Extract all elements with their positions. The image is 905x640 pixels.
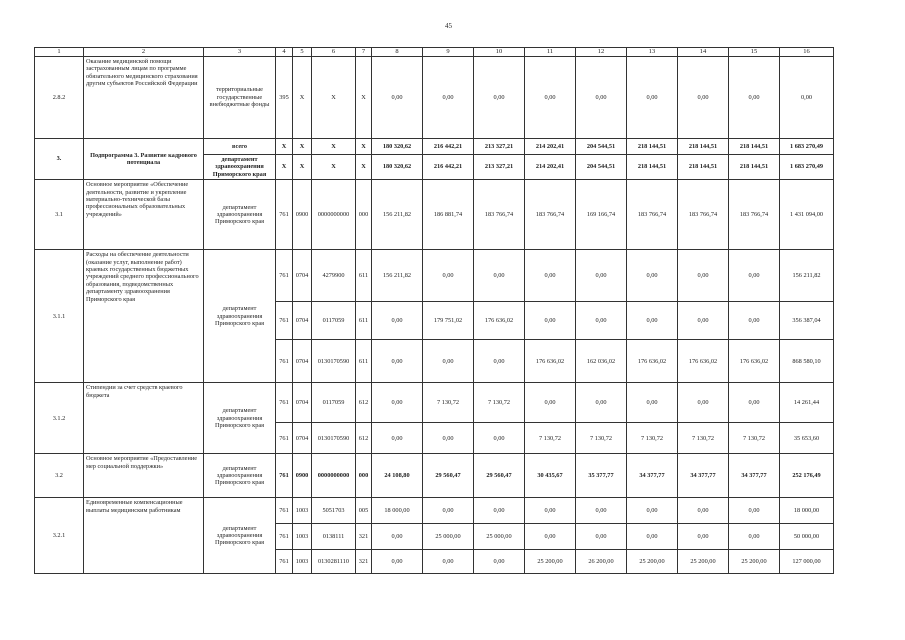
value-year: 25 200,00 xyxy=(627,550,678,574)
code-expense-type: 321 xyxy=(356,550,372,574)
value-year: 0,00 xyxy=(729,57,780,139)
value-year: 0,00 xyxy=(627,57,678,139)
value-year: 0,00 xyxy=(525,302,576,340)
row-number: 3.1 xyxy=(35,180,84,250)
value-year: 25 000,00 xyxy=(474,524,525,550)
code-glavny: 761 xyxy=(276,250,293,302)
value-year: 216 442,21 xyxy=(423,155,474,180)
code-article: Х xyxy=(312,139,356,155)
code-section: 0900 xyxy=(293,180,312,250)
value-year: 0,00 xyxy=(576,250,627,302)
row-name: Подпрограмма 3. Развитие кадрового потенциала xyxy=(84,139,204,180)
value-total: 356 387,04 xyxy=(780,302,834,340)
row-executor: территориальные государственные внебюджетные фонды xyxy=(204,57,276,139)
column-number: 4 xyxy=(276,48,293,57)
row-number: 3.2 xyxy=(35,454,84,498)
table-row xyxy=(35,180,834,250)
code-glavny: Х xyxy=(276,155,293,180)
row-name: Стипендии за счет средств краевого бюджета xyxy=(84,383,204,454)
value-total: 1 431 094,00 xyxy=(780,180,834,250)
value-year: 218 144,51 xyxy=(678,139,729,155)
code-glavny: 761 xyxy=(276,498,293,524)
column-number: 12 xyxy=(576,48,627,57)
value-year: 24 108,80 xyxy=(372,454,423,498)
code-expense-type: 000 xyxy=(356,454,372,498)
value-year: 183 766,74 xyxy=(627,180,678,250)
value-year: 0,00 xyxy=(627,250,678,302)
value-year: 0,00 xyxy=(525,57,576,139)
value-year: 7 130,72 xyxy=(423,383,474,423)
value-year: 180 320,62 xyxy=(372,139,423,155)
column-number: 10 xyxy=(474,48,525,57)
code-article: 0130281110 xyxy=(312,550,356,574)
value-year: 0,00 xyxy=(678,57,729,139)
value-year: 0,00 xyxy=(576,498,627,524)
value-year: 34 377,77 xyxy=(729,454,780,498)
table-row xyxy=(35,57,834,139)
column-number: 13 xyxy=(627,48,678,57)
value-year: 0,00 xyxy=(627,383,678,423)
value-year: 156 211,82 xyxy=(372,250,423,302)
value-year: 25 200,00 xyxy=(525,550,576,574)
code-section: 1003 xyxy=(293,498,312,524)
value-year: 7 130,72 xyxy=(474,383,525,423)
code-article: Х xyxy=(312,57,356,139)
value-year: 0,00 xyxy=(372,383,423,423)
value-year: 214 202,41 xyxy=(525,155,576,180)
value-year: 0,00 xyxy=(372,302,423,340)
column-number: 15 xyxy=(729,48,780,57)
row-executor: департамент здравоохранения Приморского края xyxy=(204,250,276,383)
value-year: 0,00 xyxy=(423,423,474,454)
code-article: 0130170590 xyxy=(312,423,356,454)
value-year: 0,00 xyxy=(525,498,576,524)
value-year: 0,00 xyxy=(474,423,525,454)
column-number: 2 xyxy=(84,48,204,57)
value-year: 0,00 xyxy=(525,524,576,550)
code-section: Х xyxy=(293,139,312,155)
value-year: 162 036,02 xyxy=(576,340,627,383)
value-year: 0,00 xyxy=(474,550,525,574)
value-year: 0,00 xyxy=(474,340,525,383)
value-year: 0,00 xyxy=(372,524,423,550)
value-year: 30 435,67 xyxy=(525,454,576,498)
value-year: 7 130,72 xyxy=(627,423,678,454)
code-expense-type: Х xyxy=(356,155,372,180)
code-section: 0704 xyxy=(293,250,312,302)
code-section: 1003 xyxy=(293,550,312,574)
value-year: 18 000,00 xyxy=(372,498,423,524)
value-year: 0,00 xyxy=(525,383,576,423)
value-year: 25 200,00 xyxy=(729,550,780,574)
value-year: 34 377,77 xyxy=(678,454,729,498)
value-year: 186 881,74 xyxy=(423,180,474,250)
value-year: 204 544,51 xyxy=(576,139,627,155)
value-year: 176 636,02 xyxy=(525,340,576,383)
row-number: 3. xyxy=(35,139,84,180)
code-article: 0000000000 xyxy=(312,454,356,498)
value-year: 180 320,62 xyxy=(372,155,423,180)
value-year: 0,00 xyxy=(627,524,678,550)
value-year: 0,00 xyxy=(372,550,423,574)
code-expense-type: Х xyxy=(356,139,372,155)
value-year: 7 130,72 xyxy=(678,423,729,454)
code-expense-type: 000 xyxy=(356,180,372,250)
value-total: 156 211,82 xyxy=(780,250,834,302)
value-year: 156 211,82 xyxy=(372,180,423,250)
value-year: 25 000,00 xyxy=(423,524,474,550)
value-year: 0,00 xyxy=(678,302,729,340)
code-section: 0900 xyxy=(293,454,312,498)
value-total: 0,00 xyxy=(780,57,834,139)
value-year: 216 442,21 xyxy=(423,139,474,155)
value-year: 0,00 xyxy=(729,383,780,423)
value-year: 183 766,74 xyxy=(525,180,576,250)
value-year: 0,00 xyxy=(525,250,576,302)
row-number: 3.2.1 xyxy=(35,498,84,574)
value-year: 169 166,74 xyxy=(576,180,627,250)
column-number: 6 xyxy=(312,48,356,57)
value-year: 214 202,41 xyxy=(525,139,576,155)
code-section: 1003 xyxy=(293,524,312,550)
row-name: Оказание медицинской помощи застрахованным лицам по программе обязательного медицинского страхования другим субъектов Российской Федерации xyxy=(84,57,204,139)
row-executor: департамент здравоохранения Приморского края xyxy=(204,383,276,454)
column-number: 9 xyxy=(423,48,474,57)
code-article: Х xyxy=(312,155,356,180)
code-glavny: 761 xyxy=(276,302,293,340)
code-expense-type: 612 xyxy=(356,423,372,454)
value-year: 183 766,74 xyxy=(474,180,525,250)
row-name: Основное мероприятие «Предоставление мер социальной поддержки» xyxy=(84,454,204,498)
value-total: 127 000,00 xyxy=(780,550,834,574)
column-number: 1 xyxy=(35,48,84,57)
table-row xyxy=(35,498,834,524)
code-article: 0138111 xyxy=(312,524,356,550)
column-number: 8 xyxy=(372,48,423,57)
row-number: 2.8.2 xyxy=(35,57,84,139)
value-total: 1 683 270,49 xyxy=(780,155,834,180)
value-year: 0,00 xyxy=(729,302,780,340)
value-year: 0,00 xyxy=(474,498,525,524)
code-expense-type: 611 xyxy=(356,340,372,383)
value-year: 183 766,74 xyxy=(729,180,780,250)
value-year: 34 377,77 xyxy=(627,454,678,498)
value-year: 0,00 xyxy=(576,302,627,340)
header-row xyxy=(35,48,834,57)
value-year: 218 144,51 xyxy=(729,155,780,180)
code-glavny: 761 xyxy=(276,524,293,550)
value-year: 218 144,51 xyxy=(627,139,678,155)
page-number: 45 xyxy=(445,22,452,30)
code-glavny: 761 xyxy=(276,423,293,454)
column-number: 7 xyxy=(356,48,372,57)
code-section: 0704 xyxy=(293,423,312,454)
value-total: 252 176,49 xyxy=(780,454,834,498)
table-row xyxy=(35,250,834,302)
value-year: 0,00 xyxy=(678,383,729,423)
value-year: 218 144,51 xyxy=(729,139,780,155)
value-year: 25 200,00 xyxy=(678,550,729,574)
code-glavny: 761 xyxy=(276,180,293,250)
code-article: 0000000000 xyxy=(312,180,356,250)
row-executor: департамент здравоохранения Приморского края xyxy=(204,498,276,574)
code-glavny: 761 xyxy=(276,454,293,498)
value-year: 0,00 xyxy=(372,423,423,454)
value-year: 176 636,02 xyxy=(678,340,729,383)
value-year: 35 377,77 xyxy=(576,454,627,498)
value-year: 0,00 xyxy=(423,340,474,383)
value-year: 7 130,72 xyxy=(729,423,780,454)
code-glavny: 761 xyxy=(276,550,293,574)
value-year: 204 544,51 xyxy=(576,155,627,180)
value-year: 0,00 xyxy=(729,250,780,302)
value-year: 183 766,74 xyxy=(678,180,729,250)
column-number: 11 xyxy=(525,48,576,57)
row-executor: департамент здравоохранения Приморского края xyxy=(204,454,276,498)
table-row xyxy=(35,383,834,423)
value-year: 0,00 xyxy=(576,383,627,423)
value-year: 0,00 xyxy=(627,302,678,340)
code-expense-type: 005 xyxy=(356,498,372,524)
value-year: 0,00 xyxy=(372,340,423,383)
value-year: 0,00 xyxy=(474,250,525,302)
value-year: 0,00 xyxy=(423,498,474,524)
row-number: 3.1.1 xyxy=(35,250,84,383)
code-expense-type: 321 xyxy=(356,524,372,550)
table-row xyxy=(35,139,834,155)
value-year: 0,00 xyxy=(423,57,474,139)
column-number: 16 xyxy=(780,48,834,57)
value-year: 218 144,51 xyxy=(678,155,729,180)
value-total: 18 000,00 xyxy=(780,498,834,524)
row-executor: департамент здравоохранения Приморского края xyxy=(204,155,276,180)
code-section: Х xyxy=(293,155,312,180)
value-year: 26 200,00 xyxy=(576,550,627,574)
column-number: 3 xyxy=(204,48,276,57)
value-total: 35 653,60 xyxy=(780,423,834,454)
code-expense-type: 612 xyxy=(356,383,372,423)
row-number: 3.1.2 xyxy=(35,383,84,454)
row-name: Единовременные компенсационные выплаты медицинским работникам xyxy=(84,498,204,574)
row-name: Основное мероприятие «Обеспечение деятельности, развитие и укрепление материально-технической базы профессиональных образовательных учреждений» xyxy=(84,180,204,250)
code-glavny: 761 xyxy=(276,383,293,423)
value-year: 0,00 xyxy=(423,250,474,302)
value-year: 29 560,47 xyxy=(474,454,525,498)
value-year: 0,00 xyxy=(372,57,423,139)
value-year: 0,00 xyxy=(627,498,678,524)
value-year: 213 327,21 xyxy=(474,155,525,180)
code-section: 0704 xyxy=(293,340,312,383)
value-year: 7 130,72 xyxy=(525,423,576,454)
value-year: 176 636,02 xyxy=(627,340,678,383)
code-article: 5051703 xyxy=(312,498,356,524)
value-year: 0,00 xyxy=(678,498,729,524)
value-year: 176 636,02 xyxy=(729,340,780,383)
row-executor: всего xyxy=(204,139,276,155)
value-total: 50 000,00 xyxy=(780,524,834,550)
value-year: 0,00 xyxy=(729,524,780,550)
code-expense-type: 611 xyxy=(356,250,372,302)
code-article: 4279900 xyxy=(312,250,356,302)
code-section: 0704 xyxy=(293,383,312,423)
code-article: 0117059 xyxy=(312,383,356,423)
code-section: 0704 xyxy=(293,302,312,340)
value-year: 0,00 xyxy=(576,524,627,550)
value-year: 0,00 xyxy=(423,550,474,574)
value-year: 0,00 xyxy=(474,57,525,139)
code-expense-type: Х xyxy=(356,57,372,139)
row-executor: департамент здравоохранения Приморского края xyxy=(204,180,276,250)
value-year: 0,00 xyxy=(729,498,780,524)
column-number: 14 xyxy=(678,48,729,57)
value-year: 7 130,72 xyxy=(576,423,627,454)
code-section: Х xyxy=(293,57,312,139)
value-year: 213 327,21 xyxy=(474,139,525,155)
value-year: 29 560,47 xyxy=(423,454,474,498)
value-year: 176 636,02 xyxy=(474,302,525,340)
value-year: 179 751,02 xyxy=(423,302,474,340)
budget-table xyxy=(34,47,834,574)
table-row xyxy=(35,454,834,498)
value-year: 0,00 xyxy=(576,57,627,139)
value-year: 0,00 xyxy=(678,524,729,550)
value-total: 868 580,10 xyxy=(780,340,834,383)
value-year: 218 144,51 xyxy=(627,155,678,180)
value-total: 14 261,44 xyxy=(780,383,834,423)
value-year: 0,00 xyxy=(678,250,729,302)
value-total: 1 683 270,49 xyxy=(780,139,834,155)
code-expense-type: 611 xyxy=(356,302,372,340)
row-name: Расходы на обеспечение деятельности (оказание услуг, выполнение работ) краевых государственных бюджетных учреждений среднего профессионального образования, подведомственных департаменту здравоохранения Приморского края xyxy=(84,250,204,383)
code-article: 0130170590 xyxy=(312,340,356,383)
code-glavny: 761 xyxy=(276,340,293,383)
code-glavny: 395 xyxy=(276,57,293,139)
column-number: 5 xyxy=(293,48,312,57)
code-article: 0117059 xyxy=(312,302,356,340)
code-glavny: Х xyxy=(276,139,293,155)
